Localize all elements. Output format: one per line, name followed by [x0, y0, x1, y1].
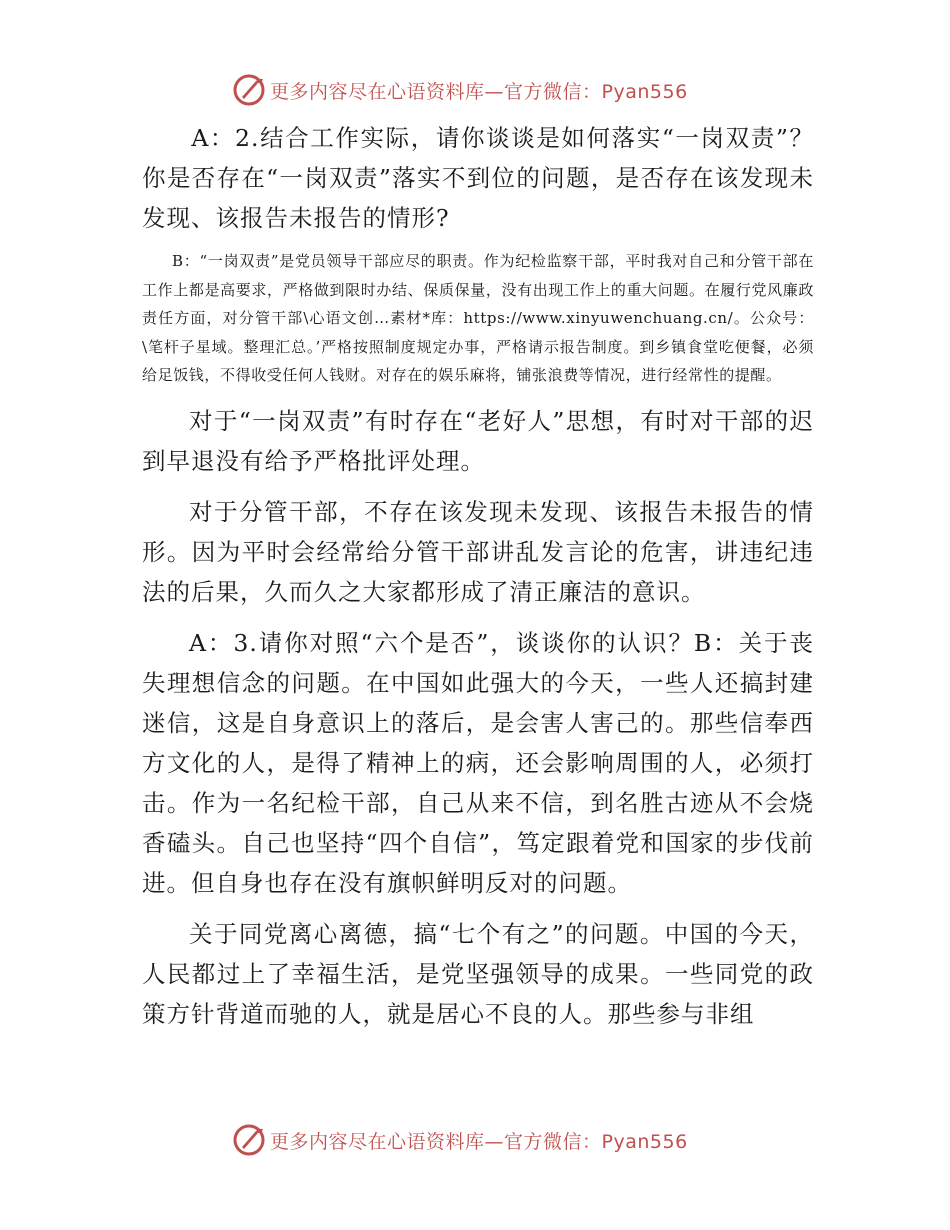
quill-logo-icon: [232, 73, 266, 107]
answer-2-paragraph: B：“一岗双责”是党员领导干部应尽的职责。作为纪检监察干部，平时我对自己和分管干部在工作上都是高要求，严格做到限时办结、保质保量，没有出现工作上的重大问题。在履行党风廉政责任方面，对分管干部\心语文创…素材*库：https://www.xinyuwenchuang.cn/。公众号：\笔杆子星域。整理汇总。’严格按照制度规定办事，严格请示报告制度。到乡镇食堂吃便餐，必须给足饭钱，不得收受任何人钱财。对存在的娱乐麻将，铺张浪费等情况，进行经常性的提醒。: [142, 252, 814, 384]
header-banner: [232, 70, 688, 110]
question-3-paragraph: A：3.请你对照“六个是否”，谈谈你的认识？B：关于丧失理想信念的问题。在中国如此强大的今天，一些人还搞封建迷信，这是自身意识上的落后，是会害人害己的。那些信奉西方文化的人，是得了精神上的病，还会影响周围的人，必须打击。作为一名纪检干部，自己从来不信，到名胜古迹从不会烧香磕头。自己也坚持“四个自信”，笃定跟着党和国家的步伐前进。但自身也存在没有旗帜鲜明反对的问题。: [142, 628, 814, 897]
paragraph-subordinates: 对于分管干部，不存在该发现未发现、该报告未报告的情形。因为平时会经常给分管干部讲乱发言论的危害，讲违纪违法的后果，久而久之大家都形成了清正廉洁的意识。: [142, 497, 814, 606]
footer-banner-text: 更多内容尽在心语资料库—官方微信：Pyan556: [270, 1130, 688, 1153]
document-body: [142, 118, 814, 1034]
paragraph-shortcoming: 对于“一岗双责”有时存在“老好人”思想，有时对干部的迟到早退没有给予严格批评处理。: [142, 406, 814, 475]
question-2-paragraph: A：2.结合工作实际，请你谈谈是如何落实“一岗双责”？你是否存在“一岗双责”落实不到位的问题，是否存在该发现未发现、该报告未报告的情形?: [142, 124, 814, 232]
paragraph-party-loyalty: 关于同党离心离德，搞“七个有之”的问题。中国的今天，人民都过上了幸福生活，是党坚强领导的成果。一些同党的政策方针背道而驰的人，就是居心不良的人。那些参与非组: [142, 919, 814, 1028]
footer-banner: [232, 1120, 688, 1160]
quill-logo-icon: [232, 1123, 266, 1157]
header-banner-text: 更多内容尽在心语资料库—官方微信：Pyan556: [270, 80, 688, 103]
